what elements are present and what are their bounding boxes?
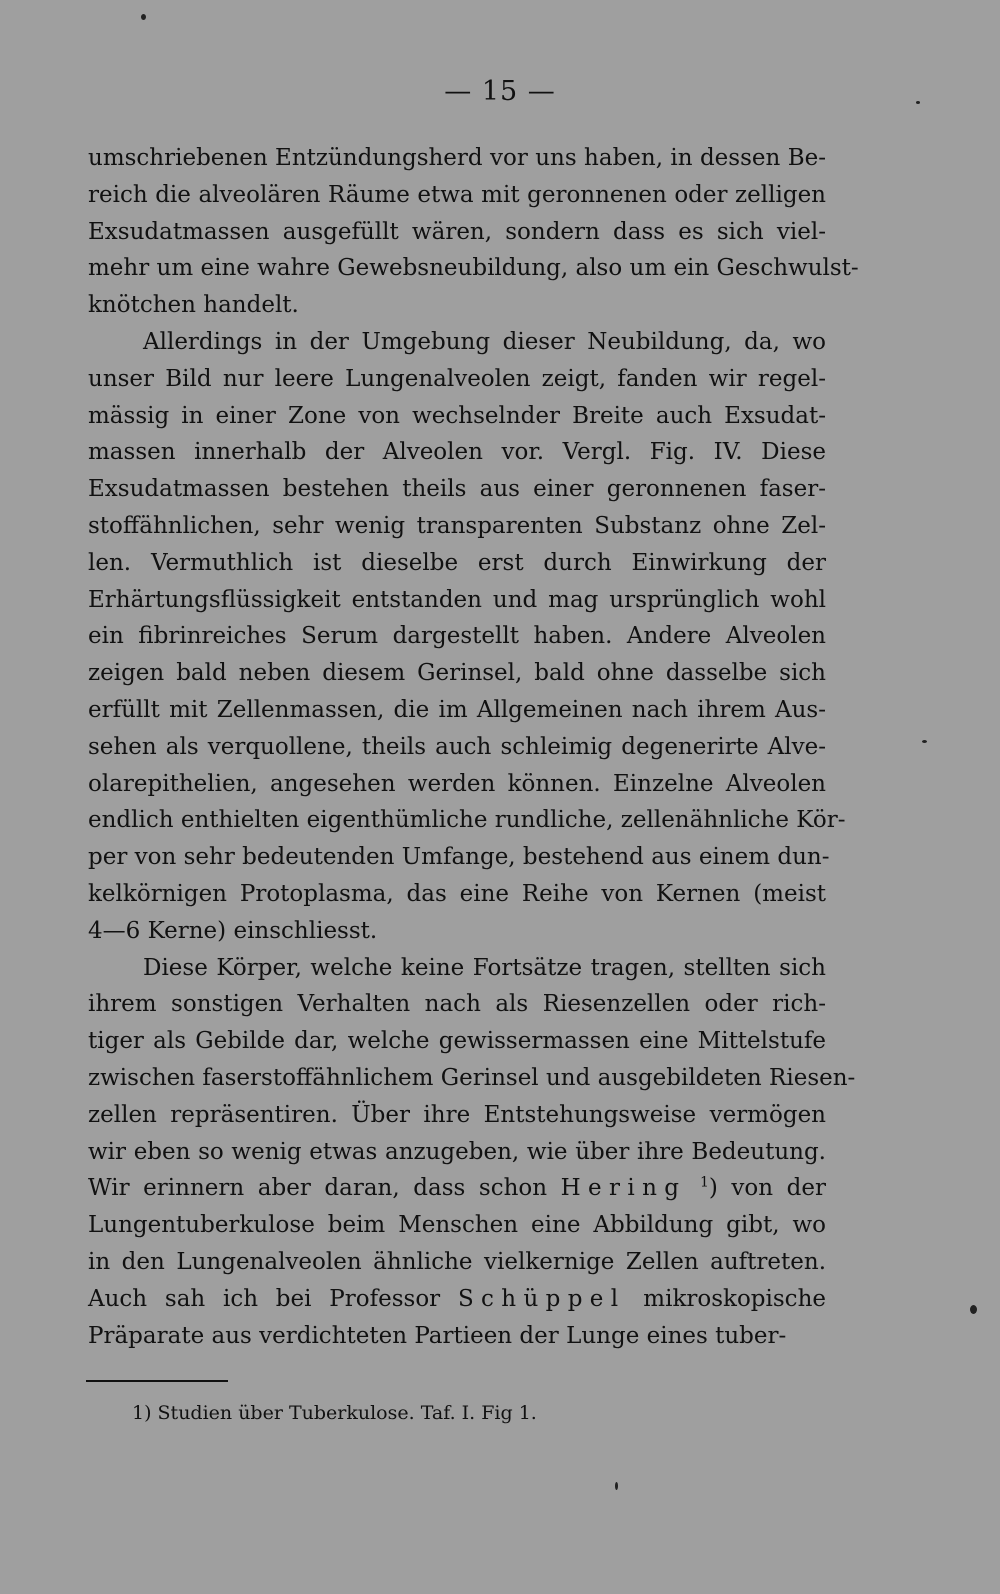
page-number: — 15 — bbox=[444, 76, 556, 107]
text-line: erfüllt mit Zellenmassen, die im Allgemeinen nach ihrem Aus- bbox=[88, 696, 826, 723]
body-text bbox=[88, 140, 859, 1354]
spaced-name: Hering bbox=[560, 1175, 687, 1202]
text-line bbox=[88, 1170, 826, 1207]
text-line: massen innerhalb der Alveolen vor. Vergl. Fig. IV. Diese bbox=[88, 439, 826, 466]
footnote: 1) Studien über Tuberkulose. Taf. I. Fig 1. bbox=[132, 1402, 537, 1424]
text-line: per von sehr bedeutenden Umfange, bestehend aus einem dun- bbox=[88, 844, 830, 871]
text-line bbox=[88, 1281, 826, 1318]
text-segment: mikroskopische bbox=[625, 1285, 826, 1312]
text-segment bbox=[686, 1175, 700, 1201]
scan-speck bbox=[916, 101, 920, 104]
text-line: tiger als Gebilde dar, welche gewissermassen eine Mittelstufe bbox=[88, 1028, 826, 1055]
text-line: Allerdings in der Umgebung dieser Neubildung, da, wo bbox=[143, 328, 826, 355]
text-line: ihrem sonstigen Verhalten nach als Riesenzellen oder rich- bbox=[88, 991, 826, 1018]
text-line: ein fibrinreiches Serum dargestellt haben. Andere Alveolen bbox=[88, 623, 826, 650]
text-line: Präparate aus verdichteten Partieen der Lunge eines tuber- bbox=[88, 1322, 787, 1349]
text-line: unser Bild nur leere Lungenalveolen zeigt, fanden wir regel- bbox=[88, 365, 826, 392]
text-segment: ) von der bbox=[708, 1175, 827, 1202]
text-line: stoffähnlichen, sehr wenig transparenten Substanz ohne Zel- bbox=[88, 512, 826, 539]
text-segment: Wir erinnern aber daran, dass schon bbox=[88, 1175, 561, 1202]
text-segment: Auch sah ich bei Professor bbox=[88, 1285, 458, 1312]
text-line: olarepithelien, angesehen werden können. Einzelne Alveolen bbox=[88, 770, 826, 797]
text-line: kelkörnigen Protoplasma, das eine Reihe von Kernen (meist bbox=[88, 880, 826, 907]
text-line: Exsudatmassen bestehen theils aus einer geronnenen faser- bbox=[88, 476, 826, 503]
text-line: mehr um eine wahre Gewebsneubildung, also um ein Geschwulst- bbox=[88, 255, 859, 282]
text-line: zwischen faserstoffähnlichem Gerinsel und ausgebildeten Riesen- bbox=[88, 1064, 856, 1091]
text-line: len. Vermuthlich ist dieselbe erst durch Einwirkung der bbox=[88, 549, 826, 576]
scan-speck bbox=[141, 14, 146, 20]
text-line: mässig in einer Zone von wechselnder Breite auch Exsudat- bbox=[88, 402, 826, 429]
text-line: reich die alveolären Räume etwa mit geronnenen oder zelligen bbox=[88, 181, 826, 208]
text-line: zellen repräsentiren. Über ihre Entstehungsweise vermögen bbox=[88, 1101, 826, 1128]
text-line: wir eben so wenig etwas anzugeben, wie über ihre Bedeutung. bbox=[88, 1138, 826, 1165]
text-line: 4—6 Kerne) einschliesst. bbox=[88, 917, 378, 944]
text-line: Exsudatmassen ausgefüllt wären, sondern dass es sich viel- bbox=[88, 218, 826, 245]
text-line: in den Lungenalveolen ähnliche vielkernige Zellen auftreten. bbox=[88, 1248, 826, 1275]
text-line: sehen als verquollene, theils auch schleimig degenerirte Alve- bbox=[88, 733, 826, 760]
scan-speck bbox=[970, 1305, 977, 1314]
text-line: umschriebenen Entzündungsherd vor uns haben, in dessen Be- bbox=[88, 145, 826, 171]
text-line: Lungentuberkulose beim Menschen eine Abbildung gibt, wo bbox=[88, 1212, 826, 1239]
scan-speck bbox=[615, 1482, 618, 1490]
text-line: knötchen handelt. bbox=[88, 292, 299, 319]
text-line: Diese Körper, welche keine Fortsätze tragen, stellten sich bbox=[143, 954, 826, 981]
text-line: endlich enthielten eigenthümliche rundliche, zellenähnliche Kör- bbox=[88, 807, 846, 834]
text-line: zeigen bald neben diesem Gerinsel, bald ohne dasselbe sich bbox=[88, 660, 826, 687]
footnote-divider bbox=[86, 1380, 228, 1382]
footnote-marker: 1 bbox=[699, 1174, 709, 1191]
spaced-name: Schüppel bbox=[457, 1285, 626, 1312]
scan-speck bbox=[922, 740, 927, 743]
text-line: Erhärtungsflüssigkeit entstanden und mag ursprünglich wohl bbox=[88, 586, 826, 613]
